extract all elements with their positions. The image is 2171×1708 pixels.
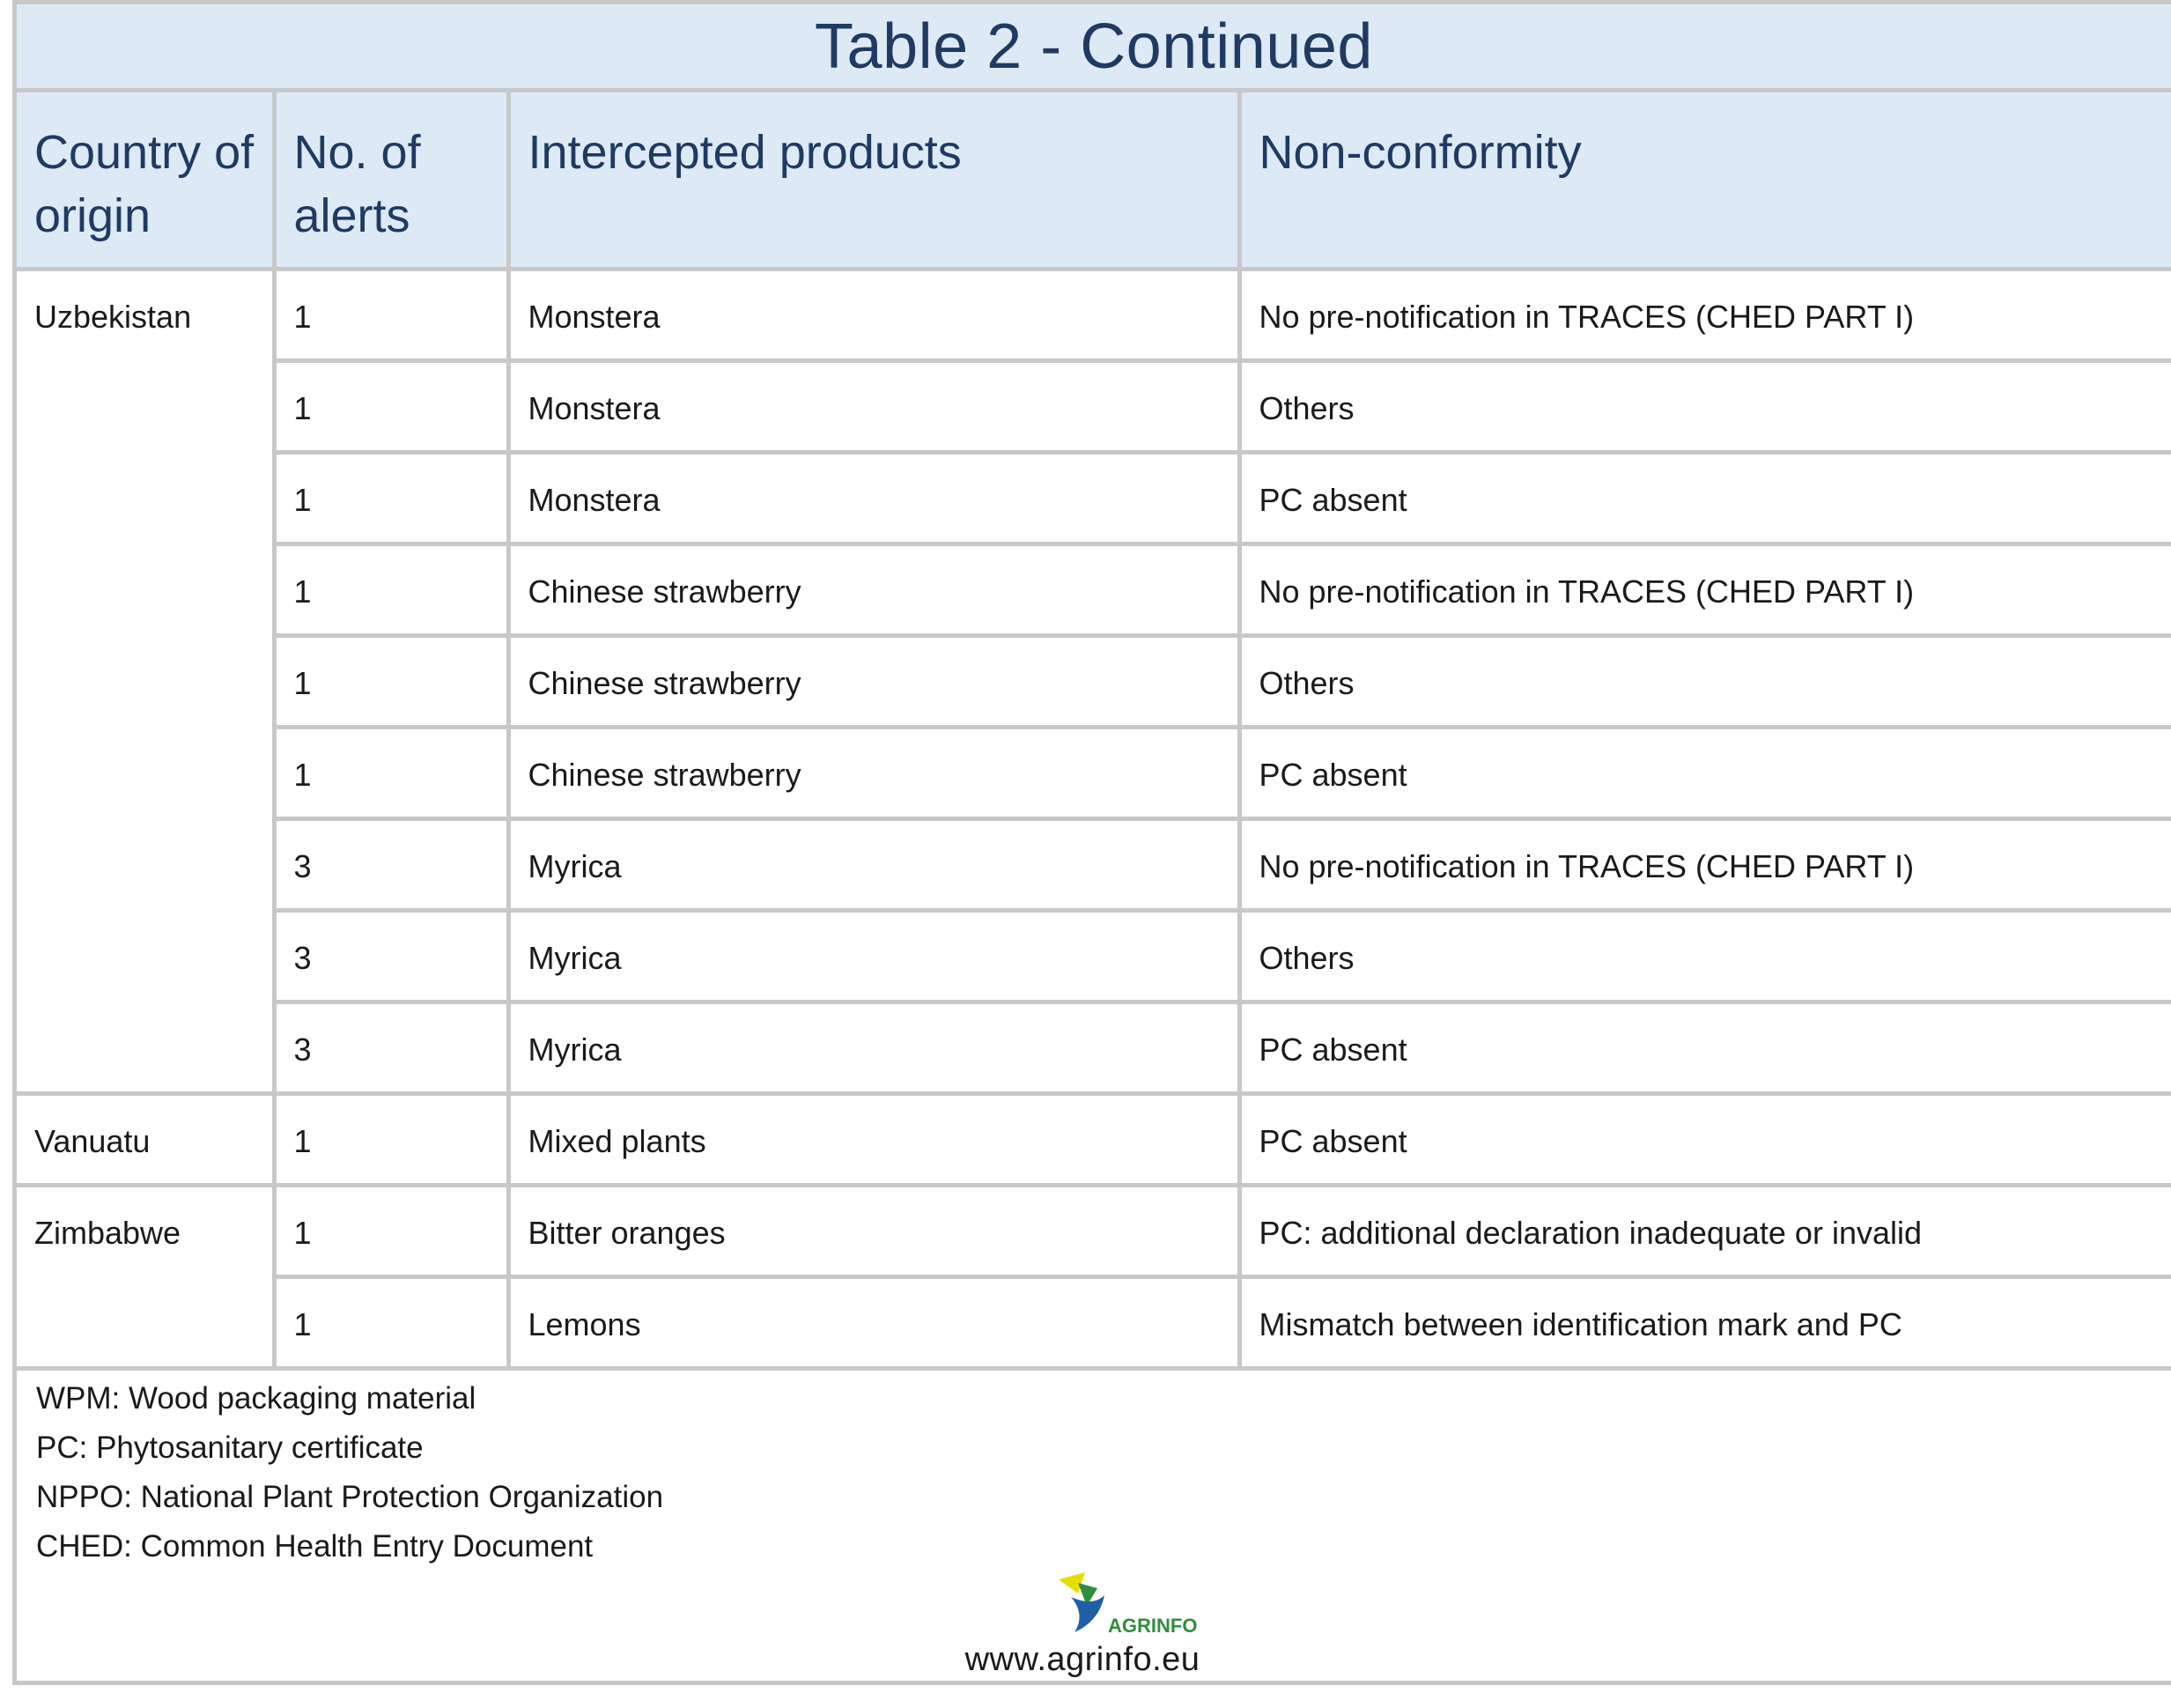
footnote-wpm: WPM: Wood packaging material bbox=[36, 1381, 476, 1416]
website-url[interactable]: www.agrinfo.eu bbox=[964, 1641, 1200, 1678]
table-row bbox=[17, 269, 2171, 360]
table-row bbox=[17, 910, 2171, 1002]
cell-alerts: 1 bbox=[274, 1276, 508, 1368]
table-row bbox=[17, 1276, 2171, 1368]
footnote-pc: PC: Phytosanitary certificate bbox=[36, 1431, 424, 1465]
cell-nonconformity: PC: additional declaration inadequate or invalid bbox=[1239, 1185, 2171, 1276]
table-title: Table 2 - Continued bbox=[815, 11, 1373, 82]
cell-country: Vanuatu bbox=[17, 1093, 274, 1185]
alerts-table bbox=[17, 92, 2171, 1371]
table-row bbox=[17, 818, 2171, 910]
cell-nonconformity: PC absent bbox=[1239, 727, 2171, 818]
cell-product: Myrica bbox=[508, 818, 1239, 910]
cell-nonconformity: PC absent bbox=[1239, 1002, 2171, 1093]
table-header-row bbox=[17, 92, 2171, 269]
cell-product: Chinese strawberry bbox=[508, 635, 1239, 727]
table-frame bbox=[12, 0, 2171, 1685]
header-alerts: No. of alerts bbox=[274, 92, 508, 269]
header-products: Intercepted products bbox=[508, 92, 1239, 269]
cell-alerts: 1 bbox=[274, 727, 508, 818]
logo-wordmark: AGRINFO bbox=[1108, 1615, 1198, 1637]
cell-alerts: 1 bbox=[274, 1185, 508, 1276]
agrinfo-logo bbox=[1052, 1571, 1201, 1641]
cell-alerts: 1 bbox=[274, 543, 508, 635]
cell-nonconformity: PC absent bbox=[1239, 1093, 2171, 1185]
cell-alerts: 1 bbox=[274, 452, 508, 543]
cell-product: Chinese strawberry bbox=[508, 727, 1239, 818]
cell-product: Mixed plants bbox=[508, 1093, 1239, 1185]
cell-nonconformity: Others bbox=[1239, 360, 2171, 452]
header-nonconformity: Non-conformity bbox=[1239, 92, 2171, 269]
cell-nonconformity: Others bbox=[1239, 910, 2171, 1002]
cell-nonconformity: Others bbox=[1239, 635, 2171, 727]
table-row bbox=[17, 727, 2171, 818]
cell-product: Chinese strawberry bbox=[508, 543, 1239, 635]
table-row bbox=[17, 452, 2171, 543]
table-body bbox=[17, 269, 2171, 1368]
table-title-bar bbox=[17, 4, 2171, 92]
table-row bbox=[17, 635, 2171, 727]
cell-alerts: 3 bbox=[274, 1002, 508, 1093]
cell-alerts: 3 bbox=[274, 910, 508, 1002]
header-country: Country of origin bbox=[17, 92, 274, 269]
cell-product: Lemons bbox=[508, 1276, 1239, 1368]
cell-country: Uzbekistan bbox=[17, 269, 274, 1093]
footnote-ched: CHED: Common Health Entry Document bbox=[36, 1529, 594, 1564]
cell-product: Monstera bbox=[508, 269, 1239, 360]
cell-nonconformity: PC absent bbox=[1239, 452, 2171, 543]
cell-alerts: 1 bbox=[274, 1093, 508, 1185]
cell-nonconformity: No pre-notification in TRACES (CHED PART I) bbox=[1239, 543, 2171, 635]
cell-product: Myrica bbox=[508, 910, 1239, 1002]
cell-product: Bitter oranges bbox=[508, 1185, 1239, 1276]
cell-nonconformity: Mismatch between identification mark and PC bbox=[1239, 1276, 2171, 1368]
cell-alerts: 3 bbox=[274, 818, 508, 910]
table-row bbox=[17, 1002, 2171, 1093]
cell-product: Monstera bbox=[508, 452, 1239, 543]
cell-product: Monstera bbox=[508, 360, 1239, 452]
cell-alerts: 1 bbox=[274, 635, 508, 727]
cell-alerts: 1 bbox=[274, 360, 508, 452]
table-row bbox=[17, 543, 2171, 635]
table-row bbox=[17, 1093, 2171, 1185]
cell-nonconformity: No pre-notification in TRACES (CHED PART I) bbox=[1239, 269, 2171, 360]
cell-product: Myrica bbox=[508, 1002, 1239, 1093]
footnotes bbox=[36, 1374, 663, 1571]
table-row bbox=[17, 360, 2171, 452]
cell-alerts: 1 bbox=[274, 269, 508, 360]
footnote-nppo: NPPO: National Plant Protection Organization bbox=[36, 1480, 664, 1514]
cell-country: Zimbabwe bbox=[17, 1185, 274, 1368]
cell-nonconformity: No pre-notification in TRACES (CHED PART I) bbox=[1239, 818, 2171, 910]
table-row bbox=[17, 1185, 2171, 1276]
